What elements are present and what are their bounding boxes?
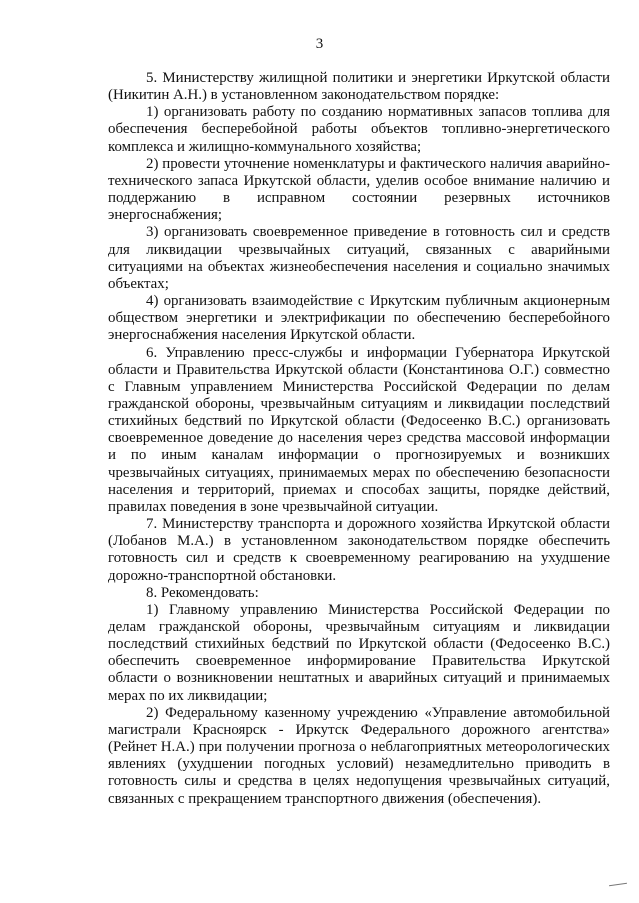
paragraph-item-8-1: 1) Главному управлению Министерства Российской Федерации по делам гражданской обороны, чрезвычайным ситуациям и ликвидации последствий стихийных бедствий по Иркутской области (Федосеенко В.С.) обеспечить своевременное информирование Правительства Иркутской области о возникновении нештатных и аварийных ситуаций и принимаемых мерах по их ликвидации; xyxy=(108,601,610,704)
paragraph-item-8: 8. Рекомендовать: xyxy=(146,584,259,601)
paragraph-item-8-2: 2) Федеральному казенному учреждению «Управление автомобильной магистрали Красноярск - Иркутск Федерального дорожного агентства» (Рейнет Н.А.) при получении прогноза о неблагоприятных метеорологических явлениях (ухудшении погодных условий) незамедлительно приводить в готовность силы и средства в целях недопущения чрезвычайных ситуаций, связанных с прекращением транспортного движения (обеспечения). xyxy=(108,704,610,807)
document-body xyxy=(108,70,610,808)
scan-mark xyxy=(609,883,627,886)
paragraph-item-5-2: 2) провести уточнение номенклатуры и фактического наличия аварийно-технического запаса Иркутской области, уделив особое внимание наличию и поддержанию в исправном состоянии резервных источников энергоснабжения; xyxy=(108,155,610,224)
paragraph-item-5-1: 1) организовать работу по созданию нормативных запасов топлива для обеспечения бесперебойной работы объектов топливно-энергетического комплекса и жилищно-коммунального хозяйства; xyxy=(108,104,610,155)
paragraph-item-7: 7. Министерству транспорта и дорожного хозяйства Иркутской области (Лобанов М.А.) в установленном законодательством порядке обеспечить готовность сил и средств к своевременному реагированию на ухудшение дорожно-транспортной обстановки. xyxy=(108,516,610,584)
paragraph-item-5-3: 3) организовать своевременное приведение в готовность сил и средств для ликвидации чрезвычайных ситуаций, связанных с аварийными ситуациями на объектах жизнеобеспечения населения и социально значимых объектах; xyxy=(108,224,610,292)
paragraph-item-5-4: 4) организовать взаимодействие с Иркутским публичным акционерным обществом энергетики и электрификации по обеспечению бесперебойного энергоснабжения населения Иркутской области. xyxy=(108,293,610,344)
page-number: 3 xyxy=(315,36,324,52)
paragraph-item-5: 5. Министерству жилищной политики и энергетики Иркутской области (Никитин А.Н.) в установленном законодательством порядке: xyxy=(108,70,610,104)
paragraph-item-6: 6. Управлению пресс-службы и информации Губернатора Иркутской области и Правительства Иркутской области (Константинова О.Г.) совместно с Главным управлением Министерства Российской Федерации по делам гражданской обороны, чрезвычайным ситуациям и ликвидации последствий стихийных бедствий по Иркутской области (Федосеенко В.С.) организовать своевременное доведение до населения через средства массовой информации и по иным каналам информации о прогнозируемых и возникших чрезвычайных ситуациях, принимаемых мерах по обеспечению безопасности населения и территорий, приемах и способах защиты, порядке действий, правилах поведения в зоне чрезвычайной ситуации. xyxy=(108,344,610,515)
